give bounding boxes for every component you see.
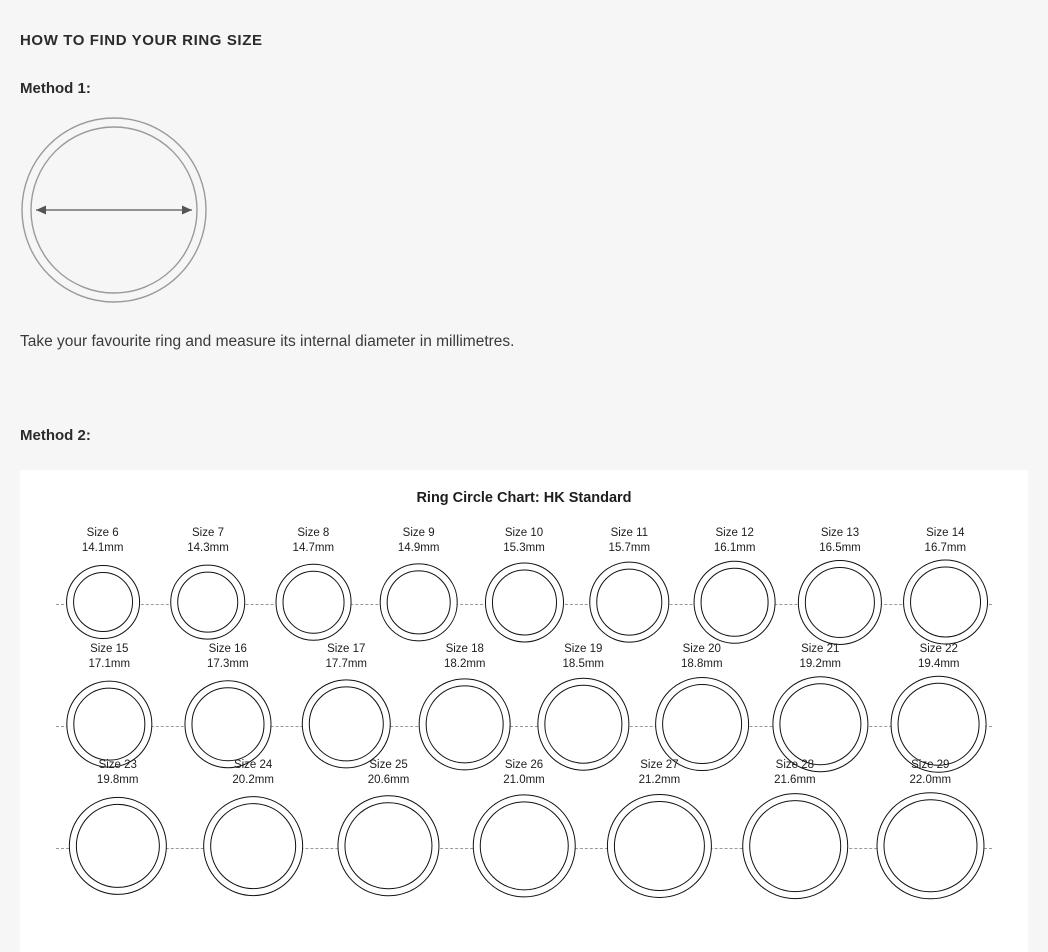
ring-size-item (46, 526, 160, 645)
ring-inner-circle (491, 570, 556, 635)
ring-diameter-label: 15.7mm (608, 542, 651, 554)
ring-size-labels (871, 642, 1007, 672)
ring-size-label: Size 8 (297, 527, 330, 539)
ring-size-labels (183, 758, 323, 788)
chart-title: Ring Circle Chart: HK Standard (416, 490, 632, 506)
ring-diameter-label: 20.2mm (232, 774, 274, 786)
ring-size-label: Size 13 (820, 527, 860, 539)
ring-inner-circle (73, 573, 133, 633)
ring-size-item (752, 642, 888, 772)
ring-size-labels (399, 642, 530, 672)
ring-size-label: Size 7 (192, 527, 224, 539)
ring-size-item (587, 758, 731, 900)
ring-size-item (318, 758, 460, 900)
ring-size-label: Size 28 (775, 759, 815, 771)
ring-size-item (517, 642, 650, 772)
ring-size-label: Size 14 (926, 527, 965, 539)
ring-size-labels (569, 526, 690, 556)
ring-inner-circle (596, 569, 663, 636)
ring-size-labels (151, 526, 266, 556)
ring-size-label: Size 26 (504, 759, 544, 771)
ring-size-label: Size 16 (208, 643, 247, 655)
ring-size-item (399, 642, 530, 772)
ring-circle-icon (203, 792, 303, 900)
ring-diameter-label: 21.0mm (503, 774, 545, 786)
ring-row (20, 758, 1028, 898)
ring-inner-circle (178, 572, 239, 633)
ring-size-label: Size 10 (504, 527, 544, 539)
ring-size-labels (517, 642, 650, 672)
ring-size-label: Size 19 (564, 643, 603, 655)
ring-size-label: Size 18 (445, 643, 484, 655)
ring-size-item (452, 758, 595, 900)
ring-inner-circle (191, 687, 265, 761)
ring-size-labels (46, 526, 160, 556)
ring-diameter-label: 16.1mm (713, 542, 756, 554)
ring-size-label: Size 21 (801, 643, 840, 655)
ring-circle-icon (66, 560, 140, 645)
ring-diameter-label: 16.5mm (819, 542, 861, 554)
method-1-caption: Take your favourite ring and measure its internal diameter in millimetres. (20, 333, 515, 350)
ring-inner-circle (210, 803, 296, 889)
ring-size-labels (164, 642, 292, 672)
ring-diameter-label: 17.1mm (88, 658, 131, 670)
ring-diameter-label: 19.2mm (799, 658, 842, 670)
ring-circle-chart-panel (20, 470, 1028, 952)
ring-size-label: Size 9 (402, 527, 435, 539)
ring-diameter-label: 16.7mm (924, 542, 967, 554)
ring-size-item (360, 526, 477, 645)
ring-diameter-label: 21.2mm (638, 774, 681, 786)
ring-size-label: Size 27 (640, 759, 679, 771)
ring-size-label: Size 17 (327, 643, 366, 655)
ring-size-item (164, 642, 292, 772)
ring-inner-circle (544, 685, 623, 764)
ring-inner-circle (73, 688, 146, 761)
ring-size-label: Size 29 (911, 759, 950, 771)
ring-inner-circle (345, 802, 433, 890)
method-2-label: Method 2: (20, 427, 91, 444)
ring-size-item (151, 526, 266, 645)
ring-size-labels (752, 642, 888, 672)
ring-diameter-label: 14.7mm (292, 542, 335, 554)
ring-diameter-label: 19.4mm (917, 658, 960, 670)
ring-row (20, 642, 1028, 770)
ring-size-item (883, 526, 1008, 645)
ring-size-item (635, 642, 769, 772)
ring-circle-icon (338, 792, 440, 900)
ring-size-labels (452, 758, 595, 788)
ring-circle-icon (877, 792, 985, 900)
ring-circle-icon (484, 560, 563, 645)
ring-diameter-label: 15.3mm (503, 542, 545, 554)
ring-inner-circle (662, 684, 742, 764)
ring-size-item (569, 526, 690, 645)
ring-inner-circle (805, 567, 875, 637)
ring-size-item (255, 526, 371, 645)
ring-diameter-label: 14.1mm (81, 542, 124, 554)
ring-circle-icon (380, 560, 457, 645)
ring-inner-circle (884, 799, 978, 893)
ring-circle-icon (171, 560, 246, 645)
ring-circle-icon (472, 792, 575, 900)
ring-circle-icon (275, 560, 351, 645)
ring-inner-circle (309, 687, 384, 762)
ring-size-item (464, 526, 583, 645)
ring-size-label: Size 24 (233, 759, 273, 771)
ring-size-labels (857, 758, 1005, 788)
ring-circle-icon (69, 792, 167, 900)
ring-size-labels (587, 758, 731, 788)
ring-diameter-label: 21.6mm (774, 774, 816, 786)
ring-size-label: Size 22 (919, 643, 958, 655)
ring-circle-icon (742, 792, 848, 900)
ring-size-item (722, 758, 868, 900)
ring-diameter-label: 19.8mm (96, 774, 139, 786)
ring-circle-icon (607, 792, 711, 900)
ring-diameter-diagram (20, 116, 208, 304)
ring-circle-icon (798, 560, 882, 645)
ring-inner-circle (76, 804, 160, 888)
ring-size-labels (464, 526, 583, 556)
ring-size-item (49, 758, 187, 900)
ring-diameter-label: 17.7mm (325, 658, 368, 670)
ring-diameter-label: 18.5mm (562, 658, 605, 670)
ring-circle-icon (693, 560, 775, 645)
ring-size-labels (722, 758, 868, 788)
ring-inner-circle (479, 801, 568, 890)
ring-row (20, 526, 1028, 638)
ring-diameter-label: 14.3mm (187, 542, 229, 554)
ring-size-labels (360, 526, 477, 556)
ring-diameter-label: 20.6mm (367, 774, 410, 786)
ring-size-label: Size 15 (90, 643, 129, 655)
ring-size-label: Size 20 (682, 643, 721, 655)
ring-size-item (857, 758, 1005, 900)
ring-size-labels (46, 642, 173, 672)
ring-size-labels (318, 758, 460, 788)
ring-size-label: Size 11 (610, 527, 649, 539)
ring-size-label: Size 25 (369, 759, 408, 771)
ring-size-labels (883, 526, 1008, 556)
ring-size-label: Size 6 (86, 527, 119, 539)
ring-circle-icon (589, 560, 670, 645)
ring-circle-icon (903, 560, 988, 645)
ring-diameter-label: 14.9mm (397, 542, 440, 554)
ring-diameter-label: 17.3mm (206, 658, 249, 670)
ring-size-item (871, 642, 1007, 772)
ring-size-labels (282, 642, 411, 672)
ring-diameter-label: 18.8mm (680, 658, 723, 670)
ring-inner-circle (614, 801, 704, 891)
ring-size-label: Size 12 (715, 527, 754, 539)
ring-diameter-label: 18.2mm (443, 658, 486, 670)
ring-size-item (183, 758, 323, 900)
ring-diameter-label: 22.0mm (909, 774, 952, 786)
ring-size-item (46, 642, 173, 772)
ring-size-labels (255, 526, 371, 556)
method-1-label: Method 1: (20, 80, 91, 97)
ring-inner-circle (910, 567, 981, 638)
ring-inner-circle (749, 800, 841, 892)
ring-size-labels (635, 642, 769, 672)
ring-size-labels (49, 758, 187, 788)
ring-size-label: Size 23 (98, 759, 137, 771)
ring-size-item (282, 642, 411, 772)
page-title: HOW TO FIND YOUR RING SIZE (20, 32, 263, 49)
ring-inner-circle (779, 683, 861, 765)
